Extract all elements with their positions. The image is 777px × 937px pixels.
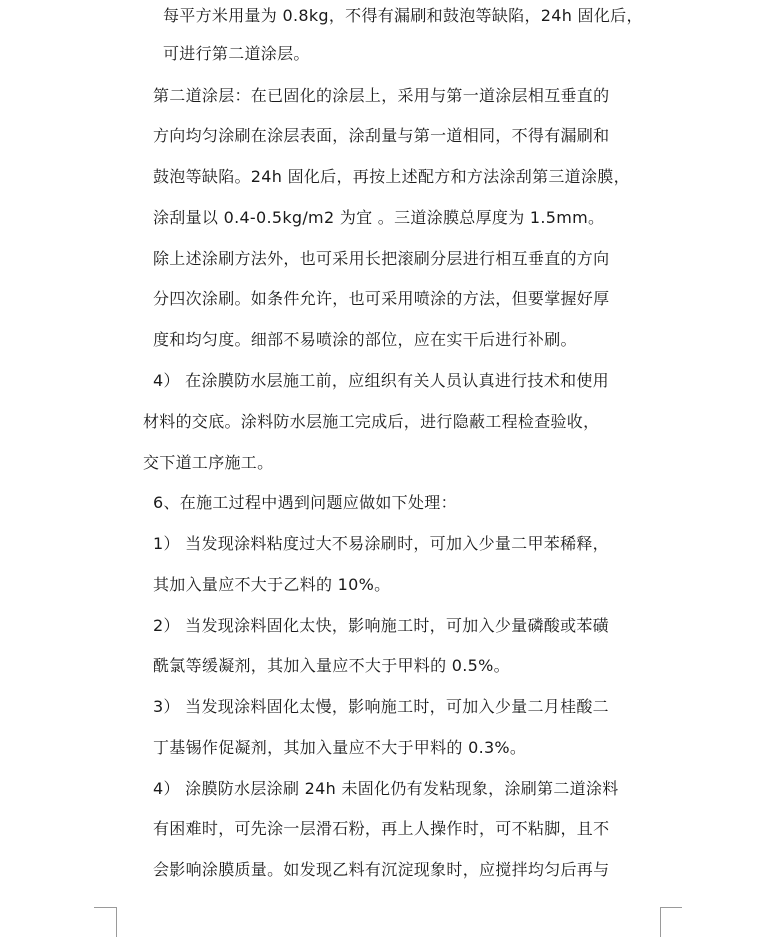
text-line: 3） 当发现涂料固化太慢，影响施工时，可加入少量二月桂酸二: [153, 697, 609, 716]
text-line: 其加入量应不大于乙料的 10%。: [153, 575, 391, 594]
text-line: 除上述涂刷方法外，也可采用长把滚刷分层进行相互垂直的方向: [153, 249, 610, 268]
text-line: 4） 在涂膜防水层施工前，应组织有关人员认真进行技术和使用: [153, 371, 609, 390]
text-line: 有困难时，可先涂一层滑石粉，再上人操作时，可不粘脚，且不: [153, 819, 610, 838]
text-line: 可进行第二道涂层。: [163, 44, 310, 63]
crop-mark-left-vertical: [116, 907, 117, 937]
text-line: 分四次涂刷。如条件允许，也可采用喷涂的方法，但要掌握好厚: [153, 289, 610, 308]
text-line: 酰氯等缓凝剂，其加入量应不大于甲料的 0.5%。: [153, 656, 510, 675]
text-line: 交下道工序施工。: [143, 453, 274, 472]
crop-mark-right-horizontal: [660, 907, 682, 908]
crop-mark-left-horizontal: [94, 907, 116, 908]
text-line: 4） 涂膜防水层涂刷 24h 未固化仍有发粘现象，涂刷第二道涂料: [153, 779, 619, 798]
text-line: 鼓泡等缺陷。24h 固化后，再按上述配方和方法涂刮第三道涂膜，: [153, 167, 630, 186]
text-line: 2） 当发现涂料固化太快，影响施工时，可加入少量磷酸或苯磺: [153, 616, 609, 635]
text-line: 度和均匀度。细部不易喷涂的部位，应在实干后进行补刷。: [153, 330, 577, 349]
text-line: 每平方米用量为 0.8kg，不得有漏刷和鼓泡等缺陷，24h 固化后，: [163, 6, 643, 25]
text-line: 会影响涂膜质量。如发现乙料有沉淀现象时，应搅拌均匀后再与: [153, 860, 610, 879]
text-line: 第二道涂层：在已固化的涂层上，采用与第一道涂层相互垂直的: [153, 86, 610, 105]
text-line: 涂刮量以 0.4-0.5kg/m2 为宜 。三道涂膜总厚度为 1.5mm。: [153, 208, 605, 227]
crop-mark-right-vertical: [660, 907, 661, 937]
text-line: 6、在施工过程中遇到问题应做如下处理：: [153, 493, 457, 512]
text-line: 1） 当发现涂料粘度过大不易涂刷时，可加入少量二甲苯稀释，: [153, 534, 609, 553]
text-line: 丁基锡作促凝剂，其加入量应不大于甲料的 0.3%。: [153, 738, 527, 757]
text-line: 材料的交底。涂料防水层施工完成后，进行隐蔽工程检查验收，: [143, 412, 600, 431]
text-line: 方向均匀涂刷在涂层表面，涂刮量与第一道相同，不得有漏刷和: [153, 126, 610, 145]
